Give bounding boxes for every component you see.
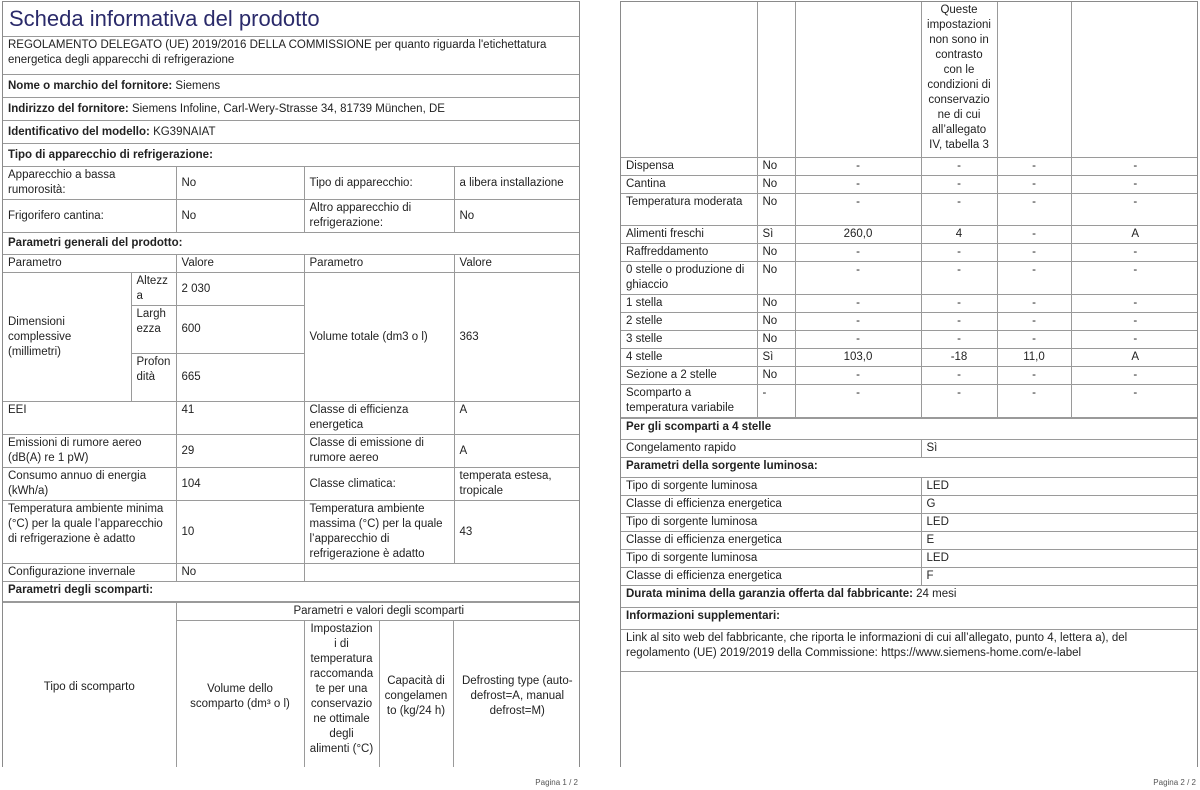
warranty-label: Durata minima della garanzia offerta dal fabbricante: [626,587,913,600]
page-number-2: Pagina 2 / 2 [1153,778,1196,787]
appliance-type-heading: Tipo di apparecchio di refrigerazione: [3,144,580,167]
noise-class-value: A [454,435,580,468]
compartment-capacity: - [997,225,1071,243]
compartment-defrost: A [1071,348,1198,366]
header-empty-2 [757,2,795,157]
other-appliance-value: No [454,200,580,233]
dimensions-label: Dimensioni complessive (millimetri) [3,273,131,402]
manufacturer-link-url[interactable]: https://www.siemens-home.com/e-label [881,646,1082,659]
compartment-temp: - [921,330,997,348]
compartment-name: Alimenti freschi [621,225,757,243]
regulation-text: REGOLAMENTO DELEGATO (UE) 2019/2016 DELLA COMMISSIONE per quanto riguarda l'etichettatura energetica degli apparecchi di refrigerazione [3,37,580,75]
warranty-row [621,585,1198,607]
light-source-value: F [921,567,1198,585]
compartment-volume: - [795,312,921,330]
width-value: 600 [176,306,304,354]
page-number-1: Pagina 1 / 2 [535,778,578,787]
compartment-name: 0 stelle o produzione di ghiaccio [621,261,757,294]
compartment-capacity: - [997,330,1071,348]
compartment-row [621,261,1198,294]
compartment-volume: - [795,384,921,417]
light-source-label: Classe di efficienza energetica [621,567,921,585]
compartment-present: Sì [757,225,795,243]
compartment-defrost: - [1071,261,1198,294]
other-appliance-label: Altro apparecchio di refrigerazione: [304,200,454,233]
compartment-temp-label: Impostazioni di temperatura raccomandate per una conservazione ottimale degli alimenti (°C) [304,621,379,768]
compartment-row [621,294,1198,312]
compartment-capacity: - [997,157,1071,175]
compartment-volume: - [795,366,921,384]
column-header-value: Valore [176,255,304,273]
compartment-temp: - [921,366,997,384]
storage-conditions-note: Queste impostazioni non sono in contrasto con le condizioni di conservazione di cui all’allegato IV, tabella 3 [921,2,997,157]
compartment-defrost: - [1071,157,1198,175]
compartment-temp: - [921,294,997,312]
compartment-rows [621,157,1198,417]
compartment-defrost: - [1071,294,1198,312]
compartments-heading: Parametri degli scomparti: [3,582,580,602]
compartment-row [621,225,1198,243]
four-star-heading: Per gli scomparti a 4 stelle [621,418,1198,439]
column-header-parameter: Parametro [3,255,176,273]
column-header-value-2: Valore [454,255,580,273]
compartment-present: No [757,243,795,261]
compartment-row [621,348,1198,366]
compartment-present: No [757,261,795,294]
compartment-present: No [757,330,795,348]
compartment-row [621,312,1198,330]
compartment-temp: 4 [921,225,997,243]
compartment-defrost: - [1071,175,1198,193]
max-temp-label: Temperatura ambiente massima (°C) per la quale l’apparecchio di refrigerazione è adatto [304,501,454,564]
light-source-label: Classe di efficienza energetica [621,531,921,549]
compartment-volume: - [795,175,921,193]
width-label: Larghezza [131,306,176,354]
header-empty-5 [997,2,1071,157]
winter-label: Configurazione invernale [3,564,176,582]
compartment-name: 1 stella [621,294,757,312]
supplier-address-value: Siemens Infoline, Carl-Wery-Strasse 34, 81739 München, DE [131,102,445,115]
light-source-value: LED [921,477,1198,495]
warranty-value: 24 mesi [916,587,957,600]
compartment-capacity-label: Capacità di congelamento (kg/24 h) [379,621,453,768]
compartment-name: Raffreddamento [621,243,757,261]
light-source-row [621,495,1198,513]
compartment-capacity: - [997,384,1071,417]
model-id-value: KG39NAIAT [153,125,216,138]
compartment-name: Dispensa [621,157,757,175]
light-source-label: Tipo di sorgente luminosa [621,549,921,567]
design-type-value: a libera installazione [454,167,580,200]
header-empty-3 [795,2,921,157]
supplier-address-label: Indirizzo del fornitore: [8,102,129,115]
compartment-defrost: - [1071,193,1198,225]
light-source-value: LED [921,513,1198,531]
compartment-present: - [757,384,795,417]
compartment-row [621,175,1198,193]
compartment-temp: - [921,193,997,225]
supplier-name-value: Siemens [175,79,221,92]
compartment-volume: - [795,193,921,225]
noise-label: Emissioni di rumore aereo (dB(A) re 1 pW) [3,435,176,468]
compartment-volume: - [795,157,921,175]
product-info-table [3,2,580,602]
compartment-name: Sezione a 2 stelle [621,366,757,384]
compartment-present: No [757,175,795,193]
compartment-defrost: - [1071,312,1198,330]
compartment-capacity: - [997,366,1071,384]
climate-class-value: temperata estesa, tropicale [454,468,580,501]
energy-class-label: Classe di efficienza energetica [304,402,454,435]
wine-cellar-label: Frigorifero cantina: [3,200,176,233]
compartment-name: Scomparto a temperatura variabile [621,384,757,417]
model-id-label: Identificativo del modello: [8,125,150,138]
compartment-capacity: - [997,261,1071,294]
header-empty-1 [621,2,757,157]
compartment-volume: - [795,243,921,261]
wine-cellar-value: No [176,200,304,233]
noise-class-label: Classe di emissione di rumore aereo [304,435,454,468]
compartment-row [621,193,1198,225]
design-type-label: Tipo di apparecchio: [304,167,454,200]
compartment-volume-label: Volume dello scomparto (dm³ o l) [176,621,304,768]
compartment-temp: - [921,312,997,330]
compartment-volume: 260,0 [795,225,921,243]
page-title: Scheda informativa del prodotto [3,2,580,37]
manufacturer-link-row [621,629,1198,671]
compartment-defrost-label: Defrosting type (auto-defrost=A, manual defrost=M) [453,621,580,768]
compartment-values-table [621,2,1198,418]
compartment-capacity: - [997,294,1071,312]
low-noise-label: Apparecchio a bassa rumorosità: [3,167,176,200]
depth-label: Profondità [131,354,176,402]
compartment-capacity: - [997,243,1071,261]
page-2 [618,0,1200,790]
light-source-row [621,567,1198,585]
compartment-defrost: - [1071,243,1198,261]
light-source-row [621,477,1198,495]
min-temp-value: 10 [176,501,304,564]
compartment-row [621,384,1198,417]
compartment-defrost: - [1071,330,1198,348]
height-label: Altezza [131,273,176,306]
compartment-volume: - [795,330,921,348]
winter-empty [304,564,580,582]
compartment-present: No [757,193,795,225]
light-source-value: G [921,495,1198,513]
model-id-row [3,121,580,144]
compartment-type-label: Tipo di scomparto [3,603,176,768]
compartment-row [621,366,1198,384]
low-noise-value: No [176,167,304,200]
compartment-present: No [757,366,795,384]
compartment-name: 3 stelle [621,330,757,348]
min-temp-label: Temperatura ambiente minima (°C) per la quale l’apparecchio di refrigerazione è adatto [3,501,176,564]
compartment-name: 4 stelle [621,348,757,366]
header-empty-6 [1071,2,1198,157]
height-value: 2 030 [176,273,304,306]
compartment-temp: - [921,384,997,417]
total-volume-value: 363 [454,273,580,402]
compartment-temp: - [921,243,997,261]
additional-info-table [621,418,1198,672]
annual-energy-label: Consumo annuo di energia (kWh/a) [3,468,176,501]
supplier-name-row [3,75,580,98]
compartment-temp: - [921,175,997,193]
compartment-row [621,330,1198,348]
compartment-params-label: Parametri e valori degli scomparti [176,603,580,621]
eei-value: 41 [176,402,304,435]
compartment-present: No [757,157,795,175]
additional-info-heading: Informazioni supplementari: [621,607,1198,629]
compartment-capacity: 11,0 [997,348,1071,366]
compartment-present: No [757,312,795,330]
compartment-name: 2 stelle [621,312,757,330]
winter-value: No [176,564,304,582]
compartment-volume: 103,0 [795,348,921,366]
page-1 [0,0,582,790]
light-source-value: E [921,531,1198,549]
light-source-label: Classe di efficienza energetica [621,495,921,513]
light-source-value: LED [921,549,1198,567]
supplier-name-label: Nome o marchio del fornitore: [8,79,173,92]
total-volume-label: Volume totale (dm3 o l) [304,273,454,402]
light-source-row [621,513,1198,531]
compartment-defrost: - [1071,366,1198,384]
compartment-temp: - [921,261,997,294]
max-temp-value: 43 [454,501,580,564]
compartment-name: Temperatura moderata [621,193,757,225]
climate-class-label: Classe climatica: [304,468,454,501]
eei-label: EEI [3,402,176,435]
compartment-capacity: - [997,312,1071,330]
fast-freeze-label: Congelamento rapido [621,439,921,457]
light-source-label: Tipo di sorgente luminosa [621,477,921,495]
compartment-row [621,243,1198,261]
compartment-row [621,157,1198,175]
page-1-frame [2,1,580,767]
page-2-frame [620,1,1198,767]
compartment-defrost: A [1071,225,1198,243]
depth-value: 665 [176,354,304,402]
compartment-present: Sì [757,348,795,366]
light-source-heading: Parametri della sorgente luminosa: [621,457,1198,477]
supplier-address-row [3,98,580,121]
compartment-capacity: - [997,175,1071,193]
general-parameters-heading: Parametri generali del prodotto: [3,233,580,255]
fast-freeze-value: Sì [921,439,1198,457]
compartment-present: No [757,294,795,312]
light-source-row [621,531,1198,549]
compartment-temp: -18 [921,348,997,366]
light-source-rows [621,477,1198,585]
compartment-temp: - [921,157,997,175]
compartment-header-table [3,602,580,767]
compartment-defrost: - [1071,384,1198,417]
compartment-volume: - [795,294,921,312]
manufacturer-link-text: Link al sito web del fabbricante, che riporta le informazioni di cui all’allegato, punto 4, lettera a), del regolamento (UE) 2019/2019 della Commissione: [626,631,1128,659]
compartment-volume: - [795,261,921,294]
annual-energy-value: 104 [176,468,304,501]
energy-class-value: A [454,402,580,435]
compartment-name: Cantina [621,175,757,193]
column-header-parameter-2: Parametro [304,255,454,273]
light-source-row [621,549,1198,567]
noise-value: 29 [176,435,304,468]
compartment-capacity: - [997,193,1071,225]
light-source-label: Tipo di sorgente luminosa [621,513,921,531]
